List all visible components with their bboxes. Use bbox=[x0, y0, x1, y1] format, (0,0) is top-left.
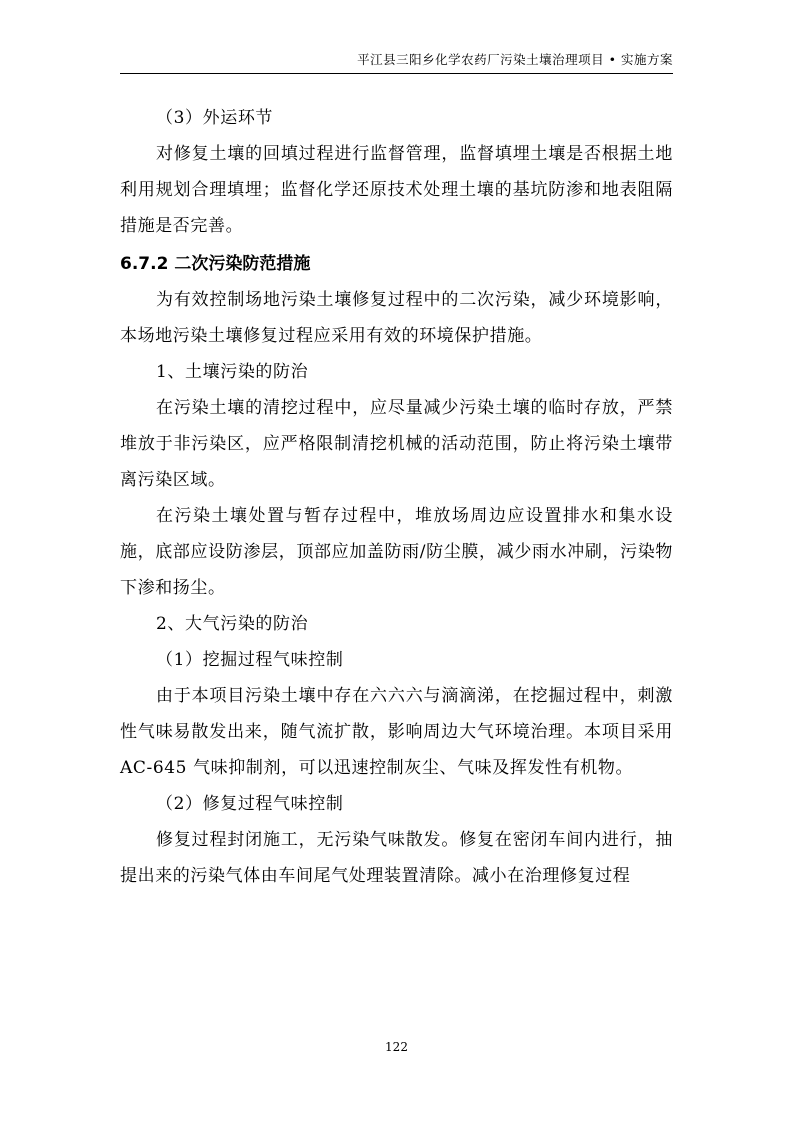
subsection-label-remediation-odor: （2）修复过程气味控制 bbox=[156, 794, 344, 814]
header-rule bbox=[120, 73, 673, 74]
paragraph-enclosed-remediation: 修复过程封闭施工，无污染气味散发。修复在密闭车间内进行，抽提出来的污染气体由车间尾气处理装置清除。减小在治理修复过程 bbox=[120, 830, 673, 886]
paragraph-intro: 为有效控制场地污染土壤修复过程中的二次污染，减少环境影响，本场地污染土壤修复过程应采用有效的环境保护措施。 bbox=[120, 290, 673, 346]
page-body bbox=[120, 100, 673, 894]
subsection-label-transport: （3）外运环节 bbox=[156, 108, 274, 128]
item-soil-pollution: 1、土壤污染的防治 bbox=[156, 362, 309, 382]
running-header: 平江县三阳乡化学农药厂污染土壤治理项目 • 实施方案 bbox=[357, 52, 673, 67]
page-number: 122 bbox=[385, 1040, 408, 1054]
paragraph-odor-control: 由于本项目污染土壤中存在六六六与滴滴涕，在挖掘过程中，刺激性气味易散发出来，随气流扩散，影响周边大气环境治理。本项目采用 AC-645 气味抑制剂，可以迅速控制灰尘、气味及挥发性有机物。 bbox=[120, 686, 673, 778]
subsection-label-excavation-odor: （1）挖掘过程气味控制 bbox=[156, 650, 344, 670]
item-air-pollution: 2、大气污染的防治 bbox=[156, 614, 309, 634]
paragraph-storage: 在污染土壤处置与暂存过程中，堆放场周边应设置排水和集水设施，底部应设防渗层，顶部应加盖防雨/防尘膜，减少雨水冲刷，污染物下渗和扬尘。 bbox=[120, 506, 673, 598]
paragraph-excavation: 在污染土壤的清挖过程中，应尽量减少污染土壤的临时存放，严禁堆放于非污染区，应严格限制清挖机械的活动范围，防止将污染土壤带离污染区域。 bbox=[120, 398, 673, 490]
paragraph-backfill-supervision: 对修复土壤的回填过程进行监督管理，监督填埋土壤是否根据土地利用规划合理填埋；监督化学还原技术处理土壤的基坑防渗和地表阻隔措施是否完善。 bbox=[120, 144, 673, 236]
section-heading: 6.7.2 二次污染防范措施 bbox=[120, 254, 311, 274]
